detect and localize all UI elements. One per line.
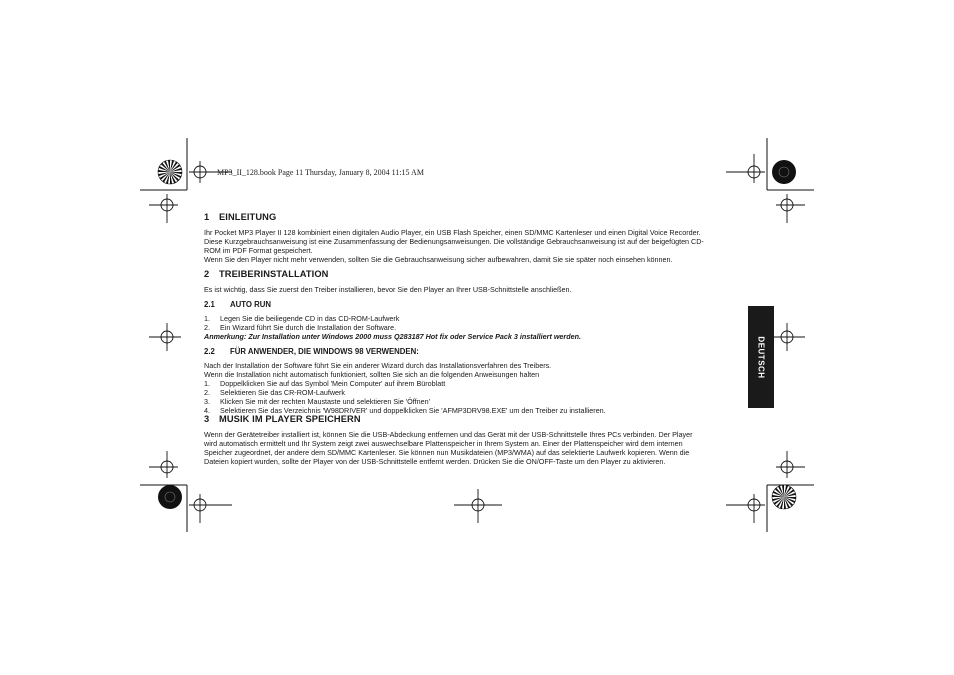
body-line: Wenn Sie den Player nicht mehr verwenden, sollten Sie die Gebrauchsanweisung sicher aufbewahren, damit Sie sie später noch einsehen können. xyxy=(204,255,673,264)
section-body xyxy=(204,430,754,466)
step-list xyxy=(204,314,754,332)
step-number: 1. xyxy=(204,379,210,388)
installation-note: Anmerkung: Zur Installation unter Windows 2000 muss Q283187 Hot fix oder Service Pack 3 installiert werden. xyxy=(204,332,581,341)
body-line: ROM im PDF Format gespeichert. xyxy=(204,246,313,255)
step-text: Klicken Sie mit der rechten Maustaste und selektieren Sie 'Öffnen' xyxy=(220,397,430,406)
subsection-body xyxy=(204,361,754,379)
subsection-title: AUTO RUN xyxy=(230,300,272,309)
subsection-title: FÜR ANWENDER, DIE WINDOWS 98 VERWENDEN: xyxy=(230,347,419,356)
subsection-number: 2.2 xyxy=(204,347,215,356)
subsection-heading xyxy=(204,300,754,309)
list-item xyxy=(204,314,754,323)
step-text: Legen Sie die beiliegende CD in das CD-ROM-Laufwerk xyxy=(220,314,400,323)
step-number: 2. xyxy=(204,388,210,397)
registration-target xyxy=(189,494,232,523)
registration-target xyxy=(773,323,805,351)
section-number: 2 xyxy=(204,269,210,279)
language-tab-label: DEUTSCH xyxy=(756,335,766,379)
solid-circle-mark xyxy=(158,485,182,509)
step-number: 4. xyxy=(204,406,210,415)
section-title: TREIBERINSTALLATION xyxy=(219,269,329,279)
body-line: Diese Kurzgebrauchsanweisung ist eine Zusammenfassung der Bedienungsanweisungen. Die vollständige Gebrauchsanweisung ist auf der beigefügten CD- xyxy=(204,237,704,246)
registration-target xyxy=(149,194,178,223)
list-item xyxy=(204,379,754,388)
subsection-number: 2.1 xyxy=(204,300,215,309)
step-text: Ein Wizard führt Sie durch die Installation der Software. xyxy=(220,323,397,332)
section-body xyxy=(204,228,754,264)
registration-target xyxy=(149,323,181,351)
starburst-mark xyxy=(772,485,796,509)
step-text: Doppelklicken Sie auf das Symbol 'Mein Computer' auf ihrem Büroblatt xyxy=(220,379,446,388)
body-line: Ihr Pocket MP3 Player II 128 kombiniert einen digitalen Audio Player, ein USB Flash Speicher, einen SD/MMC Kartenleser und einen Digital Voice Recorder. xyxy=(204,228,701,237)
section-body xyxy=(204,285,754,294)
registration-target xyxy=(776,194,805,223)
section-heading xyxy=(204,415,754,424)
page-content xyxy=(204,213,754,466)
list-item xyxy=(204,323,754,332)
registration-target xyxy=(726,154,765,183)
section-heading xyxy=(204,213,754,222)
registration-target xyxy=(454,489,502,523)
body-line: Nach der Installation der Software führt Sie ein anderer Wizard durch das Installationsverfahren des Treibers. xyxy=(204,361,552,370)
section-title: EINLEITUNG xyxy=(219,212,277,222)
step-list xyxy=(204,379,754,415)
body-line: Es ist wichtig, dass Sie zuerst den Treiber installieren, bevor Sie den Player an Ihrer USB-Schnittstelle anschließen. xyxy=(204,285,572,294)
body-line: Speicher zugeordnet, der andere dem SD/MMC Kartenleser. Sie können nun Musikdateien (MP3/WMA) auf das selektierte Laufwerk kopieren. Wenn die xyxy=(204,448,690,457)
step-number: 1. xyxy=(204,314,210,323)
step-number: 3. xyxy=(204,397,210,406)
step-number: 2. xyxy=(204,323,210,332)
subsection-heading xyxy=(204,347,754,356)
registration-target xyxy=(149,451,178,478)
starburst-mark xyxy=(158,160,182,184)
registration-target xyxy=(726,494,765,523)
section-number: 3 xyxy=(204,414,210,424)
section-number: 1 xyxy=(204,212,210,222)
body-line: wird automatisch ermittelt und Ihr System zeigt zwei auswechselbare Plattenspeicher in Ihrem System an. Einer der Plattenspeicher wird dem internen xyxy=(204,439,683,448)
step-text: Selektieren Sie das Verzeichnis 'W98DRIVER' und doppelklicken Sie 'AFMP3DRV98.EXE' um den Treiber zu installieren. xyxy=(220,406,606,415)
body-line: Wenn der Gerätetreiber installiert ist, können Sie die USB-Abdeckung entfernen und das Gerät mit der USB-Schnittstelle Ihres PCs verbinden. Der Player xyxy=(204,430,693,439)
solid-circle-mark xyxy=(772,160,796,184)
body-line: Dateien kopiert wurden, sollte der Player von der USB-Schnittstelle entfernt werden. Drücken Sie die ON/OFF-Taste um den Player zu aktivieren. xyxy=(204,457,666,466)
registration-target xyxy=(776,451,805,478)
section-title: MUSIK IM PLAYER SPEICHERN xyxy=(219,414,361,424)
step-text: Selektieren Sie das CR-ROM-Laufwerk xyxy=(220,388,346,397)
list-item xyxy=(204,388,754,397)
body-line: Wenn die Installation nicht automatisch funktioniert, sollten Sie sich an die folgenden Anweisungen halten xyxy=(204,370,540,379)
section-heading xyxy=(204,270,754,279)
list-item xyxy=(204,397,754,406)
book-header-line: MP3_II_128.book Page 11 Thursday, January 8, 2004 11:15 AM xyxy=(217,168,424,177)
